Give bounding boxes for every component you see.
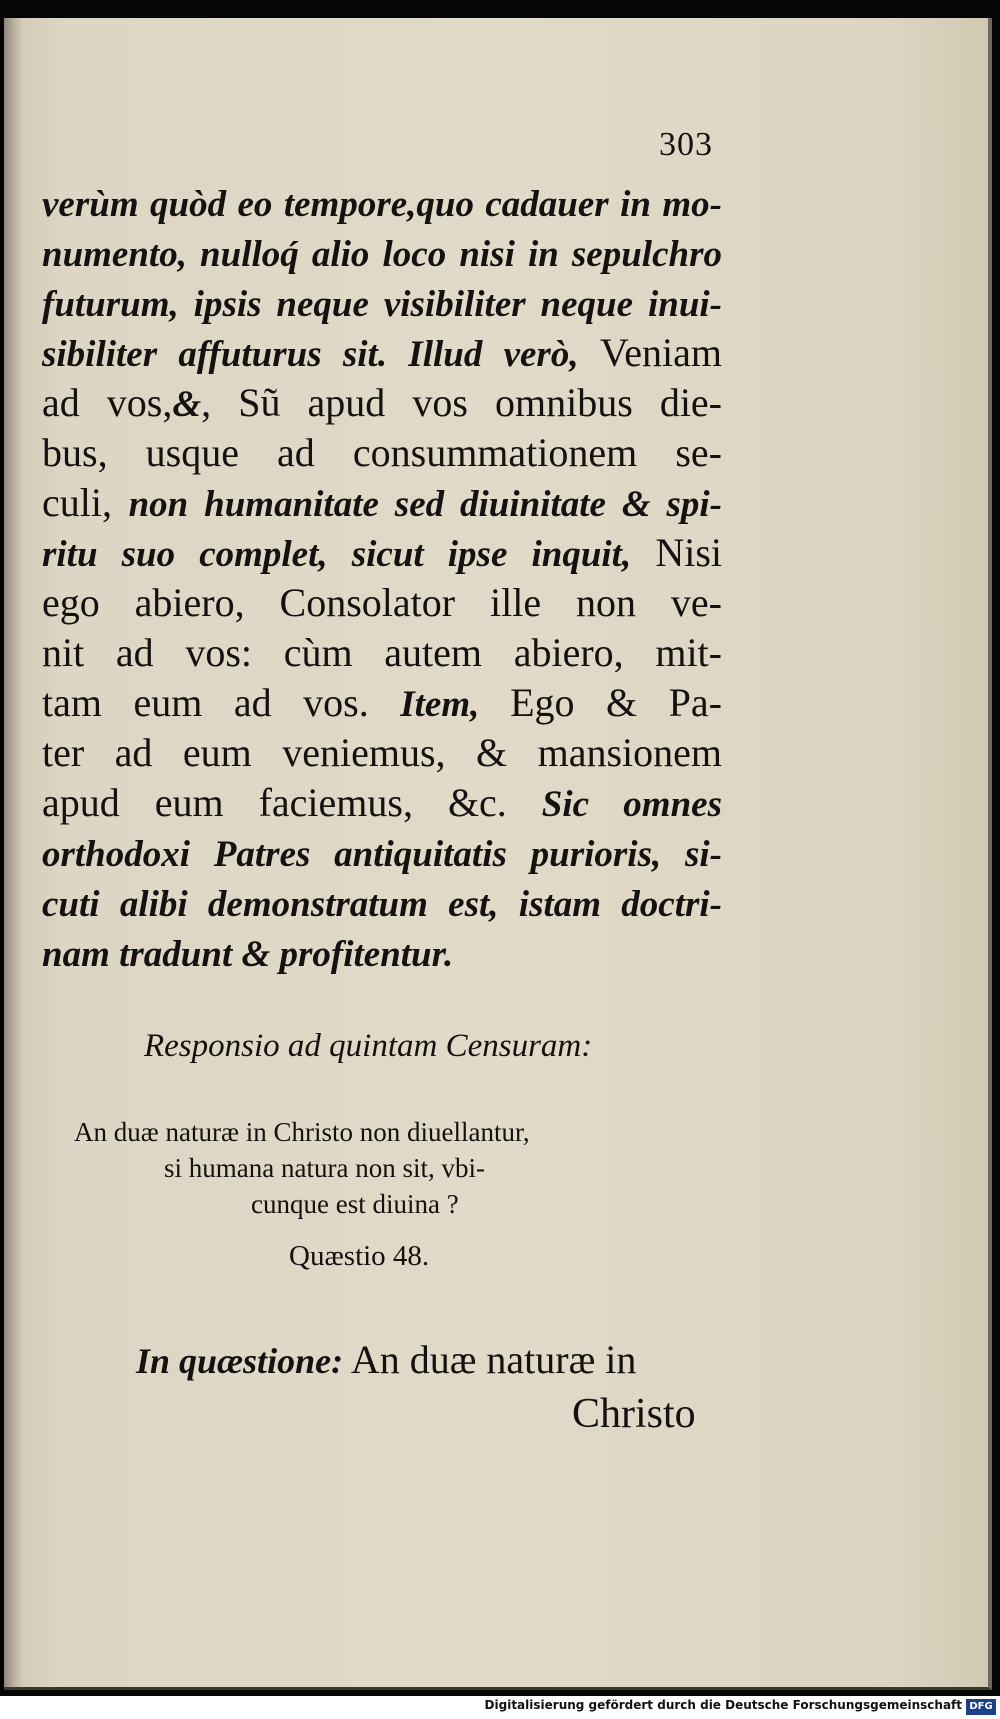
italic-segment: sibiliter affuturus sit. Illud verò, — [42, 334, 600, 375]
text-line — [42, 428, 722, 478]
closing-line — [136, 1336, 636, 1383]
roman-segment: ego abiero, Consolator ille non ve- — [42, 580, 722, 625]
roman-segment: culi, — [42, 480, 129, 525]
text-line — [42, 728, 722, 778]
italic-segment: futurum, ipsis neque visibiliter neque inui- — [42, 284, 722, 325]
text-line — [42, 628, 722, 678]
text-line — [42, 878, 722, 928]
question-line: si humana natura non sit, vbi- — [164, 1153, 485, 1183]
catchword: Christo — [572, 1391, 696, 1437]
book-page — [4, 18, 992, 1690]
roman-segment: nit ad vos: cùm autem abiero, mit- — [42, 630, 722, 675]
text-line — [42, 228, 722, 278]
italic-segment: & — [172, 384, 202, 425]
text-line — [42, 328, 722, 378]
main-text-block — [42, 178, 722, 978]
italic-segment: nam tradunt & profitentur. — [42, 934, 454, 975]
roman-segment: , Sũ apud vos omnibus die- — [201, 380, 723, 425]
text-line — [42, 178, 722, 228]
text-line — [42, 578, 722, 628]
text-line — [42, 528, 722, 578]
question-block — [74, 1114, 714, 1222]
italic-segment: Item, — [400, 684, 511, 725]
digitization-footer — [0, 1696, 1000, 1719]
funding-credit: Digitalisierung gefördert durch die Deutsche Forschungsgemeinschaft — [484, 1698, 962, 1712]
text-line — [42, 928, 722, 978]
text-line — [42, 678, 722, 728]
text-line — [42, 378, 722, 428]
question-number: Quæstio 48. — [289, 1240, 430, 1272]
roman-segment: tam eum ad vos. — [42, 680, 401, 725]
page-number: 303 — [659, 126, 713, 163]
italic-segment: cuti alibi demonstratum est, istam doctri- — [42, 884, 722, 925]
italic-segment: ritu suo complet, sicut ipse inquit, — [42, 534, 656, 575]
roman-segment: ad vos, — [42, 380, 173, 425]
dfg-logo: DFG — [966, 1699, 996, 1715]
roman-segment: bus, usque ad consummationem se- — [42, 430, 722, 475]
closing-lead: In quæstione: — [136, 1341, 344, 1381]
closing-rest: An duæ naturæ in — [343, 1337, 637, 1382]
italic-segment: verùm quòd eo tempore,quo cadauer in mo- — [42, 184, 722, 225]
italic-segment: orthodoxi Patres antiquitatis purioris, si- — [42, 834, 722, 875]
roman-segment: Ego & Pa- — [510, 680, 722, 725]
italic-segment: Sic omnes — [541, 784, 722, 825]
section-heading: Responsio ad quintam Censuram: — [144, 1028, 593, 1064]
question-line: cunque est diuina ? — [251, 1189, 459, 1219]
question-line: An duæ naturæ in Christo non diuellantur, — [74, 1117, 530, 1147]
text-line — [42, 278, 722, 328]
italic-segment: non humanitate sed diuinitate & spi- — [128, 484, 722, 525]
text-line — [42, 478, 722, 528]
text-line — [42, 778, 722, 828]
roman-segment: Veniam — [599, 330, 722, 375]
italic-segment: numento, nulloq́ alio loco nisi in sepulchro — [42, 234, 722, 275]
roman-segment: Nisi — [655, 530, 722, 575]
roman-segment: apud eum faciemus, &c. — [42, 780, 542, 825]
roman-segment: ter ad eum veniemus, & mansionem — [42, 730, 722, 775]
text-line — [42, 828, 722, 878]
